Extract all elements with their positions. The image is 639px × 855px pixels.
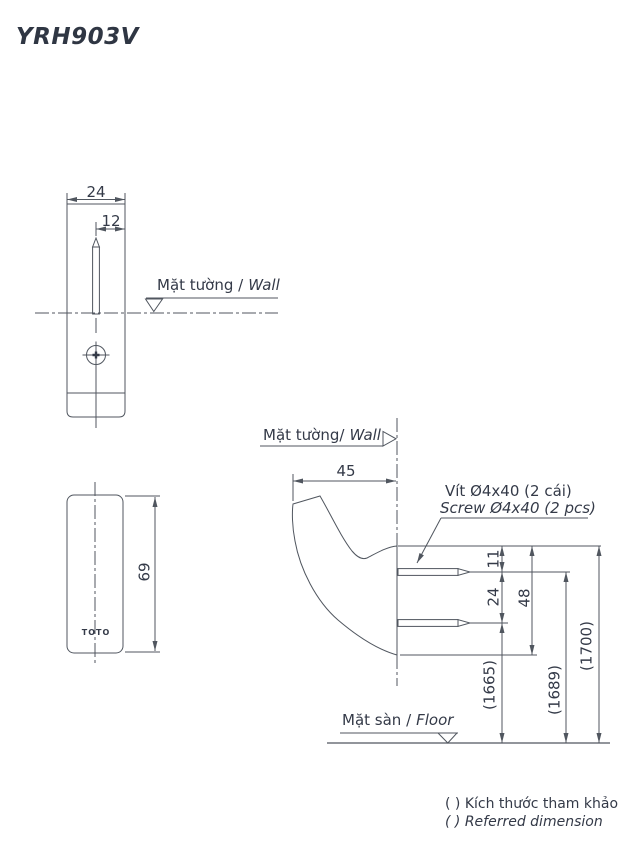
floor-label [342,712,453,729]
toto-logo: TOTO [81,628,111,637]
dim-label-width-24: 24 [86,183,106,201]
dim-label-24-spacing: 24 [484,587,503,607]
wall-label-front-en: Wall [248,276,280,294]
footnote-vi: ( ) Kích thước tham khảo [445,796,619,812]
front-view-linework [35,193,278,428]
dim-label-48: 48 [515,588,534,608]
floor-label-vi: Mặt sàn / [342,711,412,729]
dim-label-1700: (1700) [577,621,596,671]
wall-label-front [157,277,280,294]
dim-label-offset-12: 12 [101,212,121,230]
screw-note-en: Screw Ø4x40 (2 pcs) [440,499,596,517]
screw-note-vi: Vít Ø4x40 (2 cái) [445,482,572,500]
wall-label-profile-vi: Mặt tường/ [263,426,345,444]
product-code-title: YRH903V [16,24,139,50]
floor-label-en: Floor [416,711,454,729]
wall-label-profile [263,427,381,444]
dim-label-11: 11 [484,549,503,569]
wall-label-profile-en: Wall [349,426,381,444]
dim-label-1665: (1665) [480,660,499,710]
footnote-en: ( ) Referred dimension [445,814,603,830]
dim-label-height-69: 69 [135,562,154,582]
wall-label-front-vi: Mặt tường / [157,276,244,294]
dim-label-1689: (1689) [545,665,564,715]
dim-label-depth-45: 45 [336,462,356,480]
